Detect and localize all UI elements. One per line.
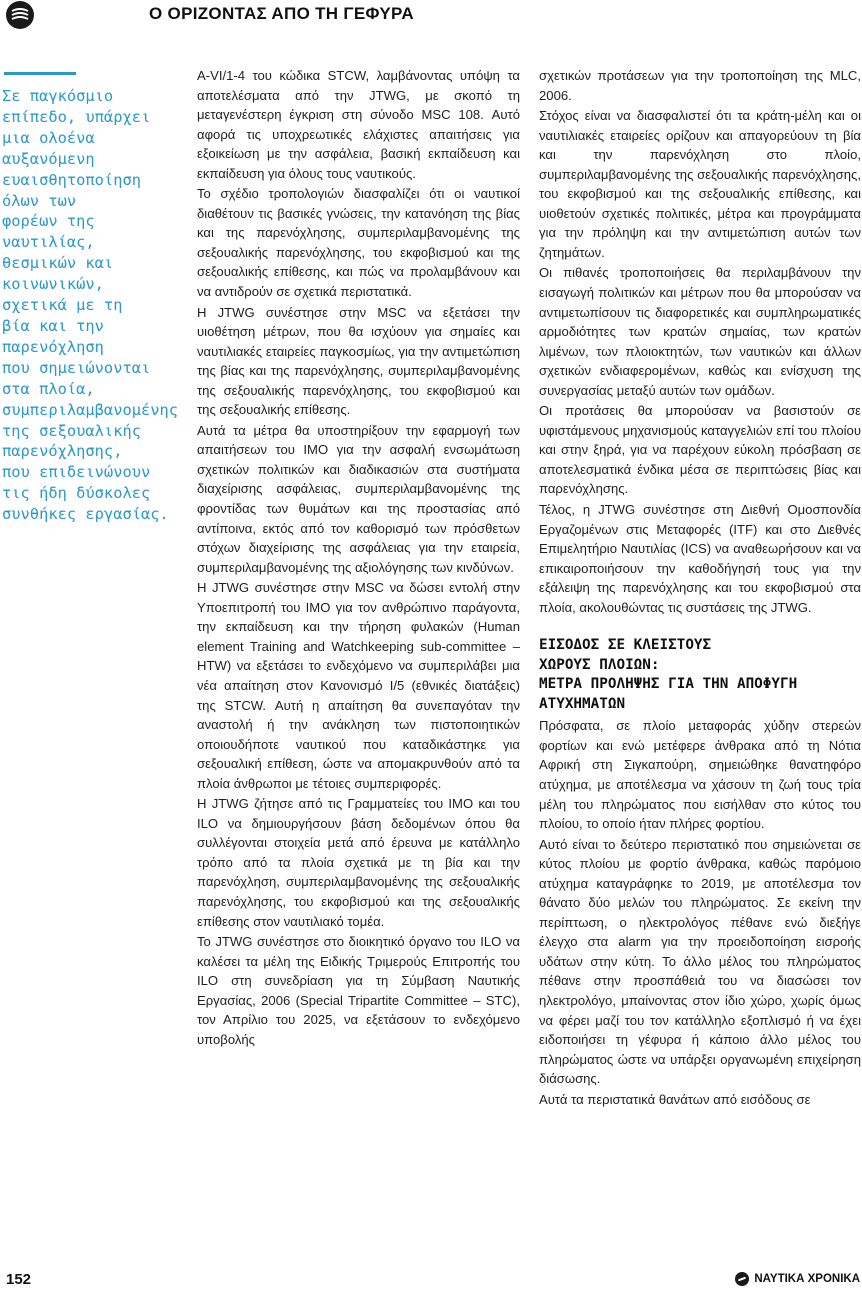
paragraph: A-VI/1-4 του κώδικα STCW, λαμβάνοντας υπόψη τα αποτελέσματα από την JTWG, με σκοπό τη μεταγενέστερη έγκριση στη σύνοδο MSC 108. Αυτό αφορά τις υποχρεωτικές ελάχιστες απαιτήσεις για εξοικείωση με την ασφάλεια, βασική εκπαίδευση και εκπαίδευση για όλους τους ναυτικούς.	[197, 68, 520, 181]
publication-name: ΝΑΥΤΙΚΑ ΧΡΟΝΙΚΑ	[754, 1273, 860, 1285]
paragraph: Οι πιθανές τροποποιήσεις θα περιλαμβάνουν την εισαγωγή πολιτικών και μέτρων που θα μπορούσαν να αντιμετωπίσουν τις διαφορετικές και συμπληρωματικές αρμοδιότητες των κρατών σημαίας, των κρατών λιμένων, των πλοιοκτητών, των ναυτικών και άλλων σχετικών ενδιαφερομένων, καθώς και ενίσχυση της συνεργασίας μεταξύ αυτών των ομάδων.	[539, 265, 861, 398]
subheading-line: ΜΕΤΡΑ ΠΡΟΛΗΨΗΣ ΓΙΑ ΤΗΝ ΑΠΟΦΥΓΗ	[539, 676, 798, 693]
paragraph: Αυτά τα περιστατικά θανάτων από εισόδους σε	[539, 1091, 811, 1107]
paragraph: Οι προτάσεις θα μπορούσαν να βασιστούν σε υφιστάμενους μηχανισμούς καταγγελιών επί του πλοίου και στην ξηρά, για να παρέχουν εύκολη πρόσβαση σε αποτελεσματικά ένδικα μέσα σε περιπτώσεις βίας και παρενόχλησης.	[539, 403, 861, 497]
paragraph: Τέλος, η JTWG συνέστησε στη Διεθνή Ομοσπονδία Εργαζομένων στις Μεταφορές (ITF) και στο Διεθνές Επιμελητήριο Ναυτιλίας (ICS) να αναθεωρήσουν και να επικαιροποιήσουν την καθοδήγησή τους για την εξάλειψη της παρενόχλησης και του εκφοβισμού στα πλοία, ακολουθώντας τις συστάσεις της JTWG.	[539, 502, 861, 615]
section-title: Ο ΟΡΙΖΟΝΤΑΣ ΑΠΟ ΤΗ ΓΕΦΥΡΑ	[149, 4, 414, 23]
paragraph: Αυτά τα μέτρα θα υποστηρίξουν την εφαρμογή των απαιτήσεων του IMO για την ασφαλή ενσωμάτωση σχετικών πολιτικών και διαδικασιών στα συστήματα διαχείρισης ασφάλειας, συμπεριλαμβανομένης της φροντίδας των θυμάτων και της προστασίας από αντίποινα, εκτός από τον καθορισμό των πρόσθετων στόχων διαχείρισης της ασφάλειας για την εταιρεία, συμπεριλαμβανομένης της αξιολόγησης των κινδύνων.	[197, 422, 520, 575]
subheading-line: ΕΙΣΟΔΟΣ ΣΕ ΚΛΕΙΣΤΟΥΣ	[539, 637, 712, 654]
pull-quote-rule	[4, 72, 76, 75]
magazine-logo-icon	[6, 1, 34, 29]
paragraph: Αυτό είναι το δεύτερο περιστατικό που σημειώνεται σε κύτος πλοίου με φορτίο άνθρακα, καθώς παρόμοιο ατύχημα καταγράφηκε το 2019, με αποτέλεσμα τον θάνατο δύο μελών του πληρώματος. Σε εκείνη την περίπτωση, ο ηλεκτρολόγος πέθανε ενώ διεξήγε έλεγχο στα alarm για την προειδοποίηση εισροής υδάτων στην κύτη. Το άλλο μέλος του πληρώματος πέθανε στην προσπάθειά του να διασώσει τον ηλεκτρολόγο, μπαίνοντας στον ίδιο χώρο, χωρίς όμως να φέρει μαζί του τον κατάλληλο εξοπλισμό ή να έχει ειδοποιήσει τη γέφυρα ή κάποιο άλλο μέλος του πληρώματος ώστε να υπάρξει οργανωμένη επιχείρηση διάσωσης.	[539, 836, 861, 1087]
paragraph: Η JTWG συνέστησε στην MSC να εξετάσει την υιοθέτηση μέτρων, που θα ισχύουν για σημαίες και ναυτιλιακές εταιρείες παγκοσμίως, για την αντιμετώπιση της βίας και της παρενόχλησης, συμπεριλαμβανομένης της σεξουαλικής παρενόχλησης, του εκφοβισμού και της σεξουαλικής επίθεσης.	[197, 304, 520, 418]
paragraph: Η JTWG ζήτησε από τις Γραμματείες του IMO και του ILO να δημιουργήσουν βάση δεδομένων όπου θα συλλέγονται στοιχεία μετά από έρευνα με κατάλληλο τρόπο από τα πλοία σχετικά με τη βία και την παρενόχληση, συμπεριλαμβανομένης της σεξουαλικής παρενόχλησης, του εκφοβισμού και της σεξουαλικής επίθεσης στον ναυτιλιακό τομέα.	[197, 796, 520, 929]
publication-brand	[735, 1272, 860, 1286]
article-column-2	[539, 66, 861, 1110]
paragraph: Στόχος είναι να διασφαλιστεί ότι τα κράτη-μέλη και οι ναυτιλιακές εταιρείες ορίζουν και απαγορεύουν τη βία και την παρενόχληση στο πλοίο, συμπεριλαμβανομένης της σεξουαλικής παρενόχλησης, του εκφοβισμού και της σεξουαλικής επίθεσης, και υιοθετούν σχετικές πολιτικές, μέτρα και προγράμματα για την πρόληψη και την αντιμετώπιση αυτών των ζητημάτων.	[539, 108, 861, 260]
pull-quote: Σε παγκόσμιο επίπεδο, υπάρχει μια ολοένα αυξανόμενη ευαισθητοποίηση όλων των φορέων της ναυτιλίας, θεσμικών και κοινωνικών, σχετικά με τη βία και την παρενόχληση που σημειώνονται στα πλοία, συμπεριλαμβανομένης της σεξουαλικής παρενόχλησης, που επιδεινώνουν τις ήδη δύσκολες συνθήκες εργασίας.	[2, 87, 179, 524]
paragraph: Η JTWG συνέστησε στην MSC να δώσει εντολή στην Υποεπιτροπή του IMO για τον ανθρώπινο παράγοντα, την εκπαίδευση και την τήρηση φυλακών (Human element Training and Watchkeeping sub-committee – HTW) να εξετάσει το ενδεχόμενο να συμπεριλάβει μια νέα απαίτηση στον Κανονισμό I/5 (εθνικές διατάξεις) της STCW. Αυτή η απαίτηση θα συνεπαγόταν την αναστολή ή την ανάκληση των πιστοποιητικών οποιουδήποτε ναυτικού που καταδικάστηκε για σεξουαλική επίθεση, ώστε να απομακρυνθούν από τα πλοία άνθρωποι με τέτοιες συμπεριφορές.	[197, 580, 520, 791]
page-number: 152	[6, 1271, 32, 1288]
section-subheading	[539, 636, 861, 714]
subheading-line: ΑΤΥΧΗΜΑΤΩΝ	[539, 695, 626, 712]
paragraph: Πρόσφατα, σε πλοίο μεταφοράς χύδην στερεών φορτίων και ενώ μετέφερε άνθρακα από τη Νότια Αφρική στη Σιγκαπούρη, σημειώθηκε θανατηφόρο ατύχημα, με αποτέλεσμα να χάσουν τη ζωή τους τρία μέλη του πληρώματος που εισήλθαν στο κύτος του πλοίου, το οποίο ήταν πλήρες φορτίου.	[539, 718, 861, 832]
paragraph: Το JTWG συνέστησε στο διοικητικό όργανο του ILO να καλέσει τα μέλη της Ειδικής Τριμερούς Επιτροπής του ILO στη συνεδρίαση για τη Σύμβαση Ναυτικής Εργασίας, 2006 (Special Tripartite Committee – STC), τον Απρίλιο του 2025, να εξετάσουν το ενδεχόμενο υποβολής	[197, 934, 520, 1047]
publication-logo-icon	[735, 1272, 749, 1286]
article-column-1	[197, 66, 520, 1050]
page-header	[0, 0, 862, 32]
paragraph: Το σχέδιο τροπολογιών διασφαλίζει ότι οι ναυτικοί διαθέτουν τις βασικές γνώσεις, την κατανόηση της βίας και της παρενόχλησης, συμπεριλαμβανομένης της σεξουαλικής παρενόχλησης, του εκφοβισμού και της σεξουαλικής επίθεσης, και πώς να προλαμβάνουν και να αντιδρούν σε σχετικά περιστατικά.	[197, 186, 520, 300]
paragraph: σχετικών προτάσεων για την τροποποίηση της MLC, 2006.	[539, 68, 861, 103]
subheading-line: ΧΩΡΟΥΣ ΠΛΟΙΩΝ:	[539, 656, 660, 673]
